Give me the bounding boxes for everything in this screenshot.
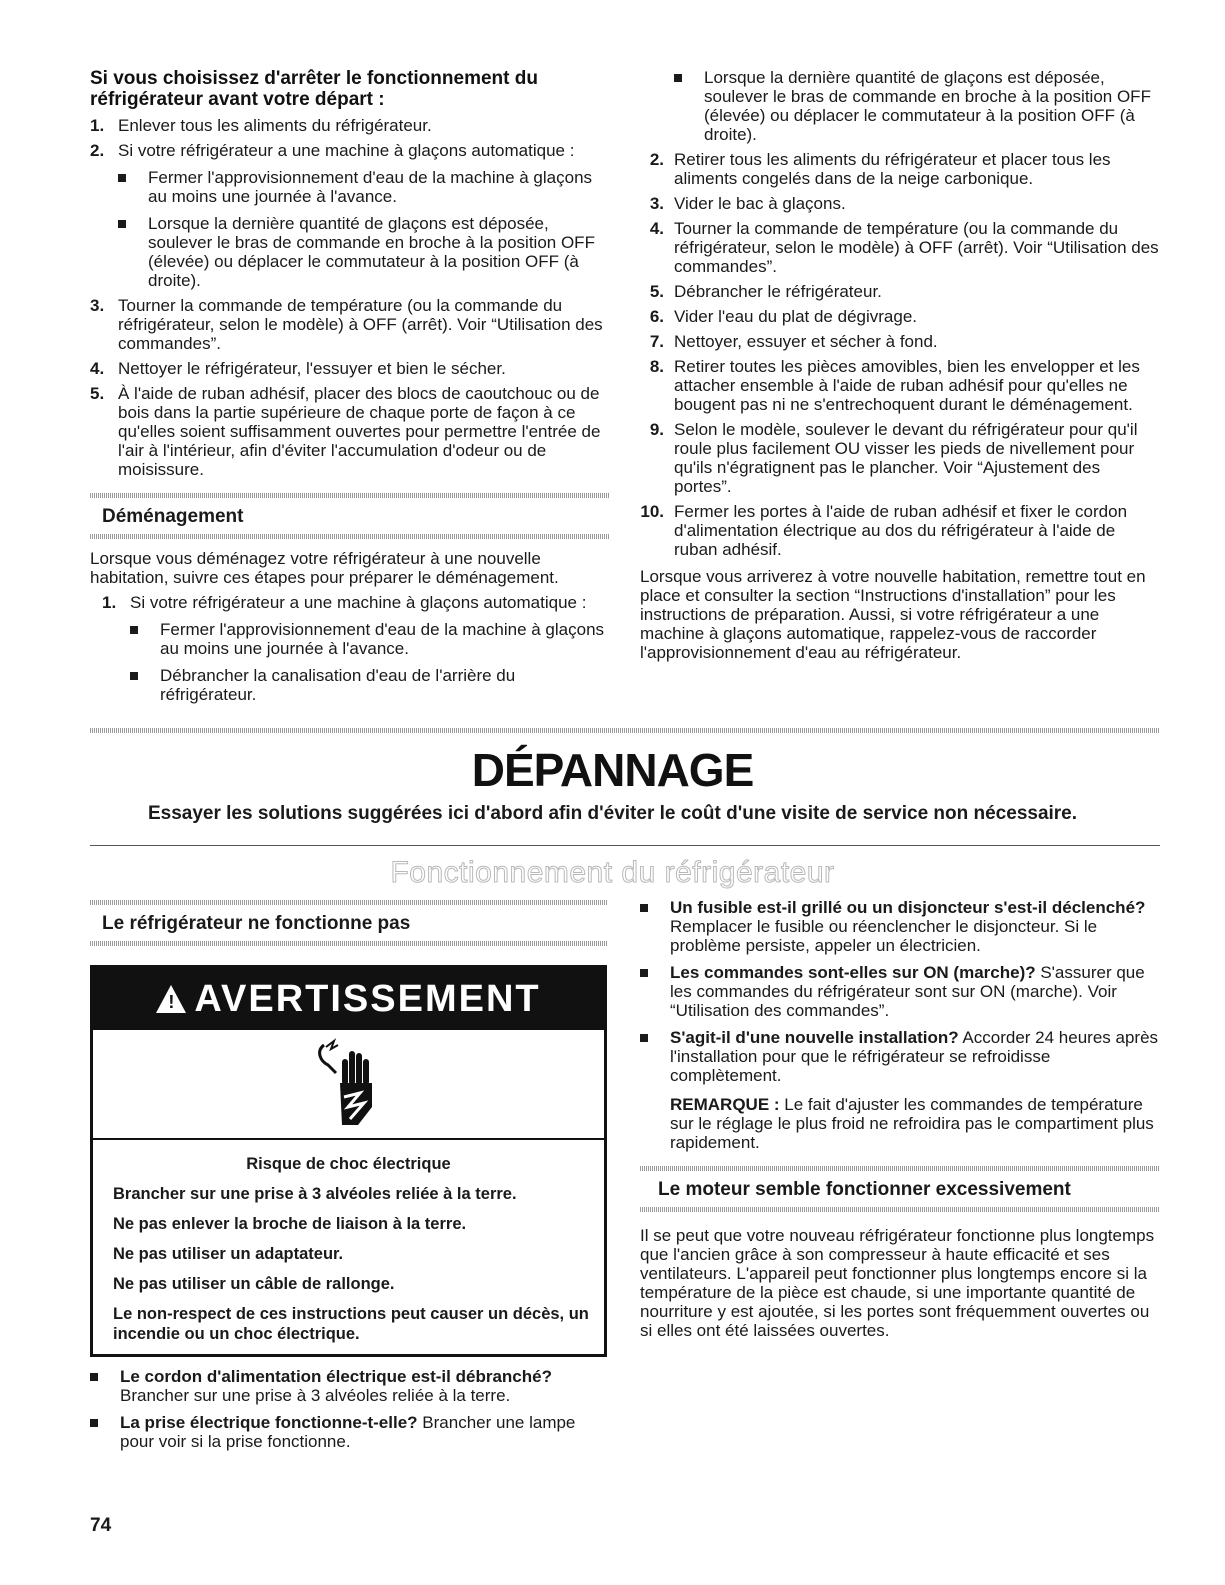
step-text: Si votre réfrigérateur a une machine à glaçons automatique : — [118, 141, 575, 160]
moving-steps-continued — [640, 150, 1160, 559]
step-number: 2. — [649, 150, 664, 169]
square-bullet-icon — [118, 174, 126, 182]
step-number: 4. — [649, 219, 664, 238]
not-running-heading: Le réfrigérateur ne fonctionne pas — [102, 913, 411, 934]
list-item — [640, 150, 1160, 188]
step-number: 4. — [90, 359, 105, 378]
step-number: 8. — [649, 357, 664, 376]
moving-steps-list — [90, 593, 610, 704]
list-item — [640, 194, 1160, 213]
step-text: Nettoyer le réfrigérateur, l'essuyer et bien le sécher. — [118, 359, 506, 378]
step-number: 9. — [649, 420, 664, 439]
check-answer: Remplacer le fusible ou réenclencher le disjoncteur. Si le problème persiste, appeler un électricien. — [670, 917, 1098, 955]
list-item — [640, 502, 1160, 559]
warning-line: Ne pas utiliser un câble de rallonge. — [113, 1275, 395, 1293]
list-item — [90, 1367, 607, 1405]
square-bullet-icon — [130, 672, 138, 680]
page-title: DÉPANNAGE — [471, 744, 754, 796]
list-item — [640, 307, 1160, 326]
moving-closing: Lorsque vous arriverez à votre nouvelle habitation, remettre tout en place et consulter la section “Instructions d'installation” pour les instructions de préparation. Aussi, si votre réfrigérateur a une machine à glaçons automatique, rappelez-vous de raccorder l'approvisionnement d'eau au réfrigérateur. — [640, 567, 1146, 662]
warning-line: Brancher sur une prise à 3 alvéoles reliée à la terre. — [113, 1185, 517, 1203]
list-item — [640, 1028, 1160, 1152]
section-divider — [90, 728, 1160, 733]
check-answer: Accorder 24 heures après l'installation pour que le réfrigérateur se refroidisse complètement. — [670, 1028, 1159, 1085]
square-bullet-icon — [118, 220, 126, 228]
warning-box — [90, 965, 607, 1357]
step-text: Enlever tous les aliments du réfrigérateur. — [118, 116, 432, 135]
list-item — [640, 420, 1160, 496]
moving-intro: Lorsque vous déménagez votre réfrigérateur à une nouvelle habitation, suivre ces étapes pour préparer le déménagement. — [90, 549, 559, 587]
list-item — [90, 141, 610, 290]
warning-triangle-icon: ! — [156, 985, 186, 1013]
list-item — [640, 898, 1160, 955]
list-item — [90, 296, 610, 353]
list-item — [118, 168, 610, 206]
step-text: Retirer toutes les pièces amovibles, bien les envelopper et les attacher ensemble à l'aide de ruban adhésif pour qu'elles ne bougent pas ni ne s'entrechoquent durant le déménagement. — [674, 357, 1140, 414]
step-text: Vider l'eau du plat de dégivrage. — [674, 307, 917, 326]
divider — [90, 534, 610, 539]
check-answer: Brancher sur une prise à 3 alvéoles reliée à la terre. — [120, 1386, 511, 1405]
bullet-text: Fermer l'approvisionnement d'eau de la machine à glaçons au moins une journée à l'avance. — [160, 620, 605, 658]
divider — [90, 941, 607, 946]
step-text: Tourner la commande de température (ou la commande du réfrigérateur, selon le modèle) à OFF (arrêt). Voir “Utilisation des commandes”. — [674, 219, 1159, 276]
warning-header — [93, 968, 604, 1030]
right-bottom-column — [640, 898, 1160, 1340]
left-top-column — [90, 68, 610, 704]
stop-operation-heading: Si vous choisissez d'arrêter le fonctionnement du réfrigérateur avant votre départ : — [90, 68, 538, 110]
not-running-section — [90, 900, 607, 946]
square-bullet-icon — [640, 1034, 648, 1042]
page-subtitle: Essayer les solutions suggérées ici d'abord afin d'éviter le coût d'une visite de service non nécessaire. — [147, 803, 1078, 824]
step-text: Nettoyer, essuyer et sécher à fond. — [674, 332, 938, 351]
square-bullet-icon — [130, 626, 138, 634]
shock-icon-area — [93, 1030, 604, 1140]
check-answer: Brancher une lampe pour voir si la prise fonctionne. — [120, 1413, 576, 1451]
step-number: 1. — [90, 116, 105, 135]
check-question: Le cordon d'alimentation électrique est-il débranché? — [120, 1367, 552, 1386]
step-number: 6. — [649, 307, 664, 326]
check-answer: S'assurer que les commandes du réfrigérateur sont sur ON (marche). Voir “Utilisation des commandes”. — [670, 963, 1145, 1020]
list-item — [130, 666, 610, 704]
continued-bullet-list — [640, 68, 1160, 144]
list-item — [90, 1413, 607, 1451]
list-item — [640, 219, 1160, 276]
check-question: La prise électrique fonctionne-t-elle? — [120, 1413, 418, 1432]
step-number: 10. — [640, 502, 664, 521]
bullet-text: Lorsque la dernière quantité de glaçons est déposée, soulever le bras de commande en broche à la position OFF (élevée) ou déplacer le commutateur à la position OFF (à droite). — [148, 214, 595, 290]
stop-steps-list — [90, 116, 610, 479]
motor-text: Il se peut que votre nouveau réfrigérateur fonctionne plus longtemps que l'ancien grâce à son compresseur à haute efficacité et ses ventilateurs. L'appareil peut fonctionner plus longtemps encore si la température de la pièce est chaude, si une importante quantité de nourriture y est ajoutée, si les portes sont fréquemment ouvertes ou si elles ont été laissées ouvertes. — [640, 1226, 1155, 1340]
moving-heading: Déménagement — [102, 506, 244, 527]
bullet-text: Débrancher la canalisation d'eau de l'arrière du réfrigérateur. — [160, 666, 516, 704]
step-number: 5. — [90, 384, 105, 403]
page-number: 74 — [90, 1515, 112, 1536]
step-text: Débrancher le réfrigérateur. — [674, 282, 882, 301]
step-text: Retirer tous les aliments du réfrigérateur et placer tous les aliments congelés dans de la neige carbonique. — [674, 150, 1111, 188]
step-text: Si votre réfrigérateur a une machine à glaçons automatique : — [130, 593, 587, 612]
step-text: Tourner la commande de température (ou la commande du réfrigérateur, selon le modèle) à OFF (arrêt). Voir “Utilisation des commandes”. — [118, 296, 603, 353]
check-question: Un fusible est-il grillé ou un disjoncteur s'est-il déclenché? — [670, 898, 1146, 917]
step-text: Vider le bac à glaçons. — [674, 194, 846, 213]
list-item — [118, 214, 610, 290]
note-label: REMARQUE : — [670, 1095, 780, 1114]
list-item — [640, 282, 1160, 301]
square-bullet-icon — [640, 969, 648, 977]
list-item — [90, 384, 610, 479]
warning-line: Ne pas enlever la broche de liaison à la terre. — [113, 1215, 467, 1233]
check-list — [640, 898, 1160, 1152]
list-item — [90, 116, 610, 135]
step-text: Fermer les portes à l'aide de ruban adhésif et fixer le cordon d'alimentation électrique au dos du réfrigérateur à l'aide de ruban adhésif. — [674, 502, 1128, 559]
list-item — [102, 593, 610, 704]
list-item — [640, 357, 1160, 414]
list-item — [674, 68, 1160, 144]
square-bullet-icon — [640, 904, 648, 912]
square-bullet-icon — [90, 1373, 98, 1381]
sub-bullet-list — [130, 620, 610, 704]
right-top-column — [640, 68, 1160, 662]
note-text: Le fait d'ajuster les commandes de température sur le réglage le plus froid ne refroidira pas le compartiment plus rapidement. — [670, 1095, 1154, 1152]
warning-line: Ne pas utiliser un adaptateur. — [113, 1245, 344, 1263]
step-number: 1. — [102, 593, 117, 612]
list-item — [640, 332, 1160, 351]
step-number: 5. — [649, 282, 664, 301]
list-item — [90, 359, 610, 378]
check-question: S'agit-il d'une nouvelle installation? — [670, 1028, 959, 1047]
sub-bullet-list — [118, 168, 610, 290]
warning-body — [93, 1140, 604, 1344]
step-number: 2. — [90, 141, 105, 160]
warning-title: AVERTISSEMENT — [194, 977, 541, 1020]
section-title: Fonctionnement du réfrigérateur — [390, 856, 835, 889]
bullet-text: Fermer l'approvisionnement d'eau de la machine à glaçons au moins une journée à l'avance. — [148, 168, 593, 206]
step-number: 3. — [90, 296, 105, 315]
warning-line: Le non-respect de ces instructions peut causer un décès, un incendie ou un choc électrique. — [113, 1305, 589, 1343]
square-bullet-icon — [90, 1419, 98, 1427]
electric-shock-hand-icon — [314, 1037, 384, 1132]
square-bullet-icon — [674, 74, 682, 82]
divider — [640, 1207, 1160, 1212]
motor-heading: Le moteur semble fonctionner excessivement — [658, 1179, 1071, 1200]
list-item — [130, 620, 610, 658]
bullet-text: Lorsque la dernière quantité de glaçons est déposée, soulever le bras de commande en broche à la position OFF (élevée) ou déplacer le commutateur à la position OFF (à droite). — [704, 68, 1151, 144]
step-number: 7. — [649, 332, 664, 351]
step-text: Selon le modèle, soulever le devant du réfrigérateur pour qu'il roule plus facilement OU visser les pieds de nivellement pour qu'ils n'égratignent pas le plancher. Voir “Ajustement des portes”. — [674, 420, 1138, 496]
warning-risk: Risque de choc électrique — [246, 1155, 451, 1173]
not-running-checks — [90, 1367, 607, 1451]
check-question: Les commandes sont-elles sur ON (marche)? — [670, 963, 1036, 982]
step-text: À l'aide de ruban adhésif, placer des blocs de caoutchouc ou de bois dans la partie supérieure de chaque porte de façon à ce qu'elles soient suffisamment ouvertes pour permettre l'entrée de l'air à l'intérieur, afin d'éviter l'accumulation d'odeur ou de moisissure. — [118, 384, 601, 479]
title-rule — [90, 845, 1160, 846]
step-number: 3. — [649, 194, 664, 213]
list-item — [640, 963, 1160, 1020]
check-list — [90, 1367, 607, 1451]
note — [670, 1095, 1160, 1152]
